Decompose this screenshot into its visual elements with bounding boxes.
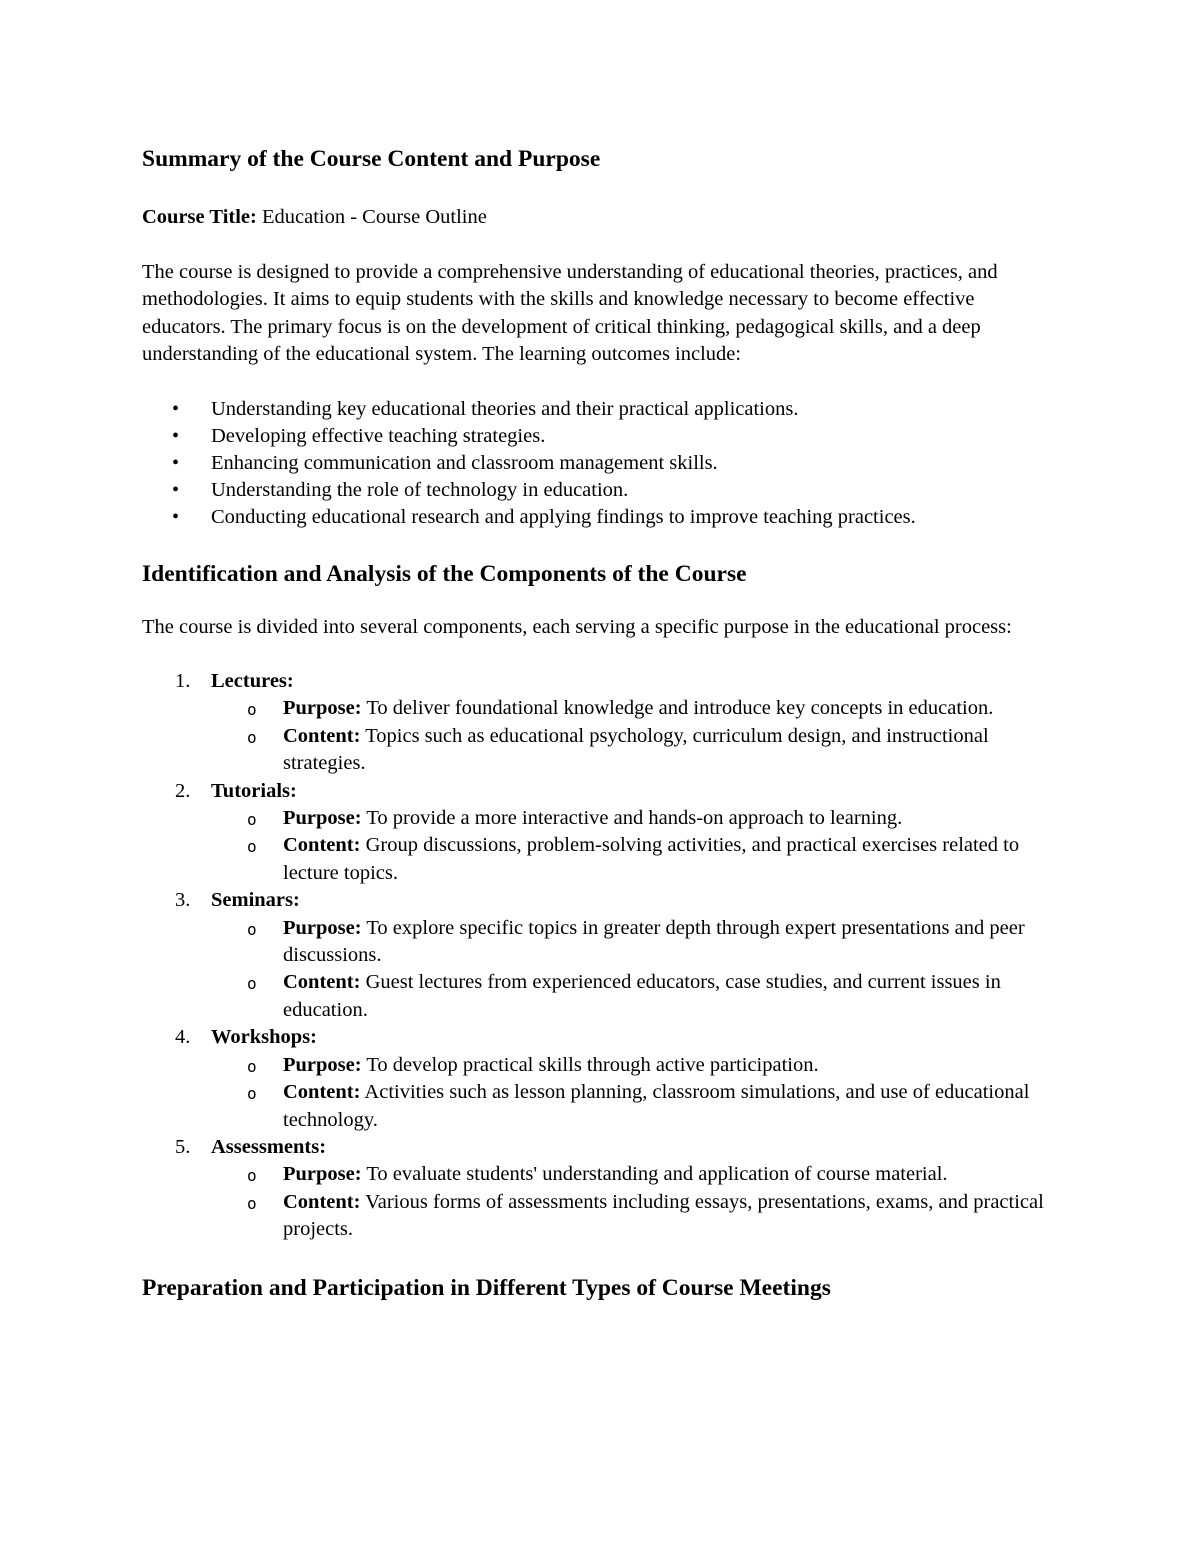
component-name: Workshops: bbox=[211, 1026, 317, 1049]
circle-bullet-icon: o bbox=[247, 1056, 257, 1076]
component-name: Seminars: bbox=[211, 889, 300, 912]
component-item-workshops bbox=[142, 1024, 1062, 1134]
preparation-heading: Preparation and Participation in Different Types of Course Meetings bbox=[142, 1274, 831, 1301]
purpose-text: To deliver foundational knowledge and introduce key concepts in education. bbox=[361, 697, 994, 720]
component-details bbox=[211, 1161, 1062, 1243]
course-title-line bbox=[142, 204, 1062, 232]
bullet-icon: • bbox=[172, 505, 180, 528]
circle-bullet-icon: o bbox=[247, 1084, 257, 1104]
component-name: Tutorials: bbox=[211, 779, 297, 802]
outcome-text: Understanding the role of technology in education. bbox=[211, 478, 629, 501]
purpose-item bbox=[211, 1161, 1062, 1188]
list-item bbox=[142, 504, 1062, 531]
summary-heading: Summary of the Course Content and Purpose bbox=[142, 146, 601, 172]
bullet-icon: • bbox=[172, 424, 180, 447]
bullet-icon: • bbox=[172, 478, 180, 501]
content-item bbox=[211, 832, 1062, 887]
content-label: Content: bbox=[283, 971, 361, 994]
content-text: Various forms of assessments including essays, presentations, exams, and practical projects. bbox=[283, 1190, 1044, 1241]
list-item bbox=[142, 477, 1062, 504]
content-item bbox=[211, 723, 1062, 778]
component-name: Lectures: bbox=[211, 670, 294, 692]
list-number: 4. bbox=[175, 1026, 191, 1049]
component-item-tutorials bbox=[142, 778, 1062, 888]
component-details bbox=[211, 1052, 1062, 1134]
purpose-label: Purpose: bbox=[283, 697, 362, 720]
purpose-text: To provide a more interactive and hands-on approach to learning. bbox=[361, 807, 903, 830]
bullet-icon: • bbox=[172, 397, 180, 420]
content-text: Group discussions, problem-solving activities, and practical exercises related to lecture topics. bbox=[283, 834, 1020, 884]
content-item bbox=[211, 969, 1062, 1024]
bullet-icon: • bbox=[172, 451, 180, 474]
list-number: 2. bbox=[175, 779, 191, 802]
component-details bbox=[211, 915, 1062, 1025]
content-text: Guest lectures from experienced educators, case studies, and current issues in education. bbox=[283, 971, 1001, 1021]
circle-bullet-icon: o bbox=[247, 919, 257, 939]
circle-bullet-icon: o bbox=[247, 974, 257, 994]
component-item-assessments bbox=[142, 1134, 1062, 1244]
purpose-item bbox=[211, 805, 1062, 832]
circle-bullet-icon: o bbox=[247, 810, 257, 830]
list-number: 1. bbox=[175, 670, 191, 692]
outcome-text: Conducting educational research and applying findings to improve teaching practices. bbox=[211, 505, 916, 528]
circle-bullet-icon: o bbox=[247, 1166, 257, 1186]
purpose-label: Purpose: bbox=[283, 1163, 362, 1186]
purpose-text: To develop practical skills through active participation. bbox=[361, 1053, 819, 1076]
content-text: Activities such as lesson planning, classroom simulations, and use of educational technology. bbox=[283, 1081, 1030, 1131]
component-details bbox=[211, 695, 1062, 777]
content-item bbox=[211, 1189, 1062, 1244]
outcome-text: Developing effective teaching strategies. bbox=[211, 424, 546, 447]
circle-bullet-icon: o bbox=[247, 700, 257, 720]
purpose-label: Purpose: bbox=[283, 916, 362, 939]
circle-bullet-icon: o bbox=[247, 1193, 257, 1213]
identification-heading: Identification and Analysis of the Components of the Course bbox=[142, 560, 747, 587]
content-label: Content: bbox=[283, 834, 361, 857]
purpose-item bbox=[211, 695, 1062, 722]
list-item bbox=[142, 450, 1062, 477]
purpose-label: Purpose: bbox=[283, 1053, 362, 1076]
course-title-label: Course Title: bbox=[142, 206, 257, 228]
components-list bbox=[142, 668, 1062, 1244]
components-paragraph: The course is divided into several components, each serving a specific purpose in the educational process: bbox=[142, 615, 1012, 638]
component-item-lectures bbox=[142, 668, 1062, 778]
list-item bbox=[142, 423, 1062, 450]
purpose-label: Purpose: bbox=[283, 807, 362, 830]
content-label: Content: bbox=[283, 724, 361, 747]
content-text: Topics such as educational psychology, curriculum design, and instructional strategies. bbox=[283, 724, 989, 775]
summary-paragraph: The course is designed to provide a comprehensive understanding of educational theories, practices, and methodologies. It aims to equip students with the skills and knowledge necessary to become effective educators. The primary focus is on the development of critical thinking, pedagogical skills, and a deep understanding of the educational system. The learning outcomes include: bbox=[142, 260, 998, 365]
outcome-text: Enhancing communication and classroom management skills. bbox=[211, 451, 718, 474]
circle-bullet-icon: o bbox=[247, 837, 257, 857]
list-number: 3. bbox=[175, 889, 191, 912]
outcome-text: Understanding key educational theories and their practical applications. bbox=[211, 397, 799, 420]
course-title-value: Education - Course Outline bbox=[256, 206, 487, 228]
component-item-seminars bbox=[142, 887, 1062, 1024]
content-item bbox=[211, 1079, 1062, 1134]
document-page bbox=[142, 138, 1062, 1303]
learning-outcomes-list bbox=[142, 396, 1062, 531]
purpose-text: To evaluate students' understanding and application of course material. bbox=[361, 1163, 948, 1186]
purpose-item bbox=[211, 915, 1062, 970]
list-number: 5. bbox=[175, 1135, 191, 1158]
circle-bullet-icon: o bbox=[247, 727, 257, 747]
content-label: Content: bbox=[283, 1190, 361, 1213]
purpose-item bbox=[211, 1052, 1062, 1079]
content-label: Content: bbox=[283, 1081, 361, 1104]
purpose-text: To explore specific topics in greater depth through expert presentations and peer discussions. bbox=[283, 916, 1025, 967]
component-details bbox=[211, 805, 1062, 887]
component-name: Assessments: bbox=[211, 1135, 327, 1158]
list-item bbox=[142, 396, 1062, 423]
